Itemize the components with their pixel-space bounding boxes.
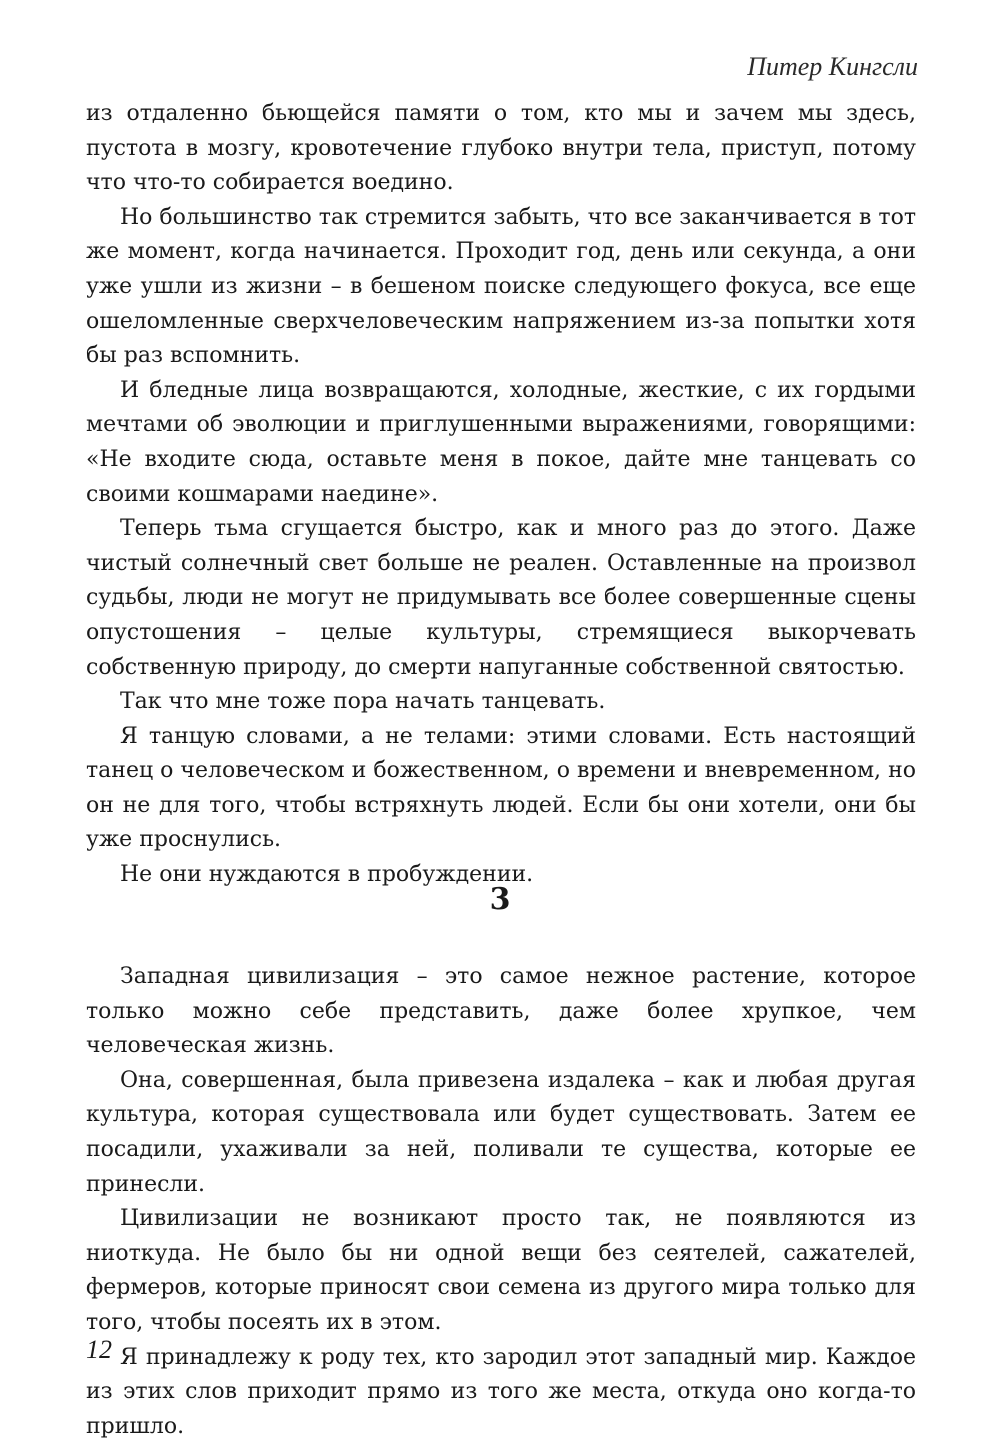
running-header-author: Питер Кингсли bbox=[747, 52, 918, 81]
chapter-number: 3 bbox=[489, 882, 511, 917]
paragraph: Не они нуждаются в пробуждении. bbox=[120, 862, 534, 888]
paragraph: из отдаленно бьющейся памяти о том, кто мы и зачем мы здесь, пустота в мозгу, кровотечение глубоко внутри тела, приступ, потому что что-то собирается воедино. bbox=[86, 101, 916, 196]
paragraph: Я танцую словами, а не телами: этими словами. Есть настоящий танец о человеческом и божественном, о времени и вневременном, но он не для того, чтобы встряхнуть людей. Если бы они хотели, они бы уже проснулись. bbox=[86, 723, 916, 853]
paragraph: И бледные лица возвращаются, холодные, жесткие, с их гордыми мечтами об эволюции и приглушенными выражениями, говорящими: «Не входите сюда, оставьте меня в покое, дайте мне танцевать со своими кошмарами наедине». bbox=[86, 377, 916, 507]
text-section-continued bbox=[86, 97, 916, 893]
paragraph: Я принадлежу к роду тех, кто зародил этот западный мир. Каждое из этих слов приходит прямо из того же места, откуда оно когда-то пришло. bbox=[86, 1344, 916, 1439]
paragraph: Но большинство так стремится забыть, что все заканчивается в тот же момент, когда начинается. Проходит год, день или секунда, а они уже ушли из жизни – в бешеном поиске следующего фокуса, все еще ошеломленные сверхчеловеческим напряжением из-за попытки хотя бы раз вспомнить. bbox=[86, 204, 916, 369]
text-section-chapter-3 bbox=[86, 960, 916, 1444]
paragraph: Цивилизации не возникают просто так, не появляются из ниоткуда. Не было бы ни одной вещи без сеятелей, сажателей, фермеров, которые приносят свои семена из другого мира только для того, чтобы посеять их в этом. bbox=[86, 1206, 916, 1335]
paragraph: Западная цивилизация – это самое нежное растение, которое только можно себе представить, даже более хрупкое, чем человеческая жизнь. bbox=[86, 964, 916, 1059]
paragraph: Так что мне тоже пора начать танцевать. bbox=[120, 689, 606, 715]
paragraph: Она, совершенная, была привезена издалека – как и любая другая культура, которая существовала или будет существовать. Затем ее посадили, ухаживали за ней, поливали те существа, которые ее принесли. bbox=[86, 1067, 916, 1197]
paragraph: Теперь тьма сгущается быстро, как и много раз до этого. Даже чистый солнечный свет больше не реален. Оставленные на произвол судьбы, люди не могут не придумывать все более совершенные сцены опустошения – целые культуры, стремящиеся выкорчевать собственную природу, до смерти напуганные собственной святостью. bbox=[86, 516, 916, 680]
page-number: 12 bbox=[86, 1335, 112, 1364]
